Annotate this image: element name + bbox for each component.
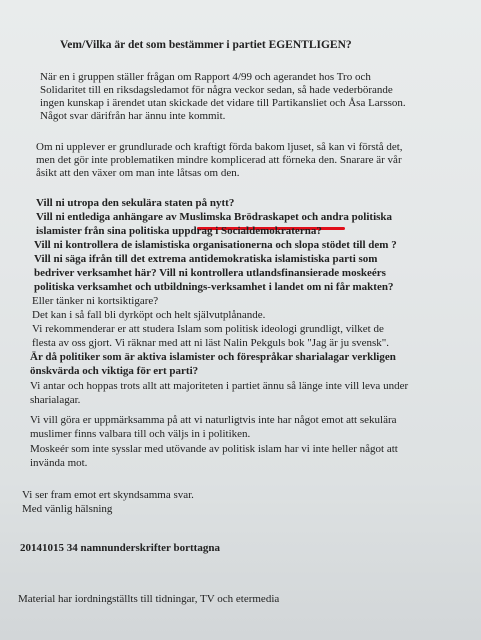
question-line: Vill ni kontrollera de islamistiska organisationerna och slopa stödet till dem ? <box>34 239 397 251</box>
question-line: Vill ni utropa den sekulära staten på nytt? <box>36 197 235 209</box>
paragraph-2-line: men det gör inte problematiken mindre komplicerad att förneka den. Snarare är vår <box>36 154 402 166</box>
paragraph-4-line: Moskeér som inte sysslar med utövande av politisk islam har vi inte heller något att <box>30 443 398 455</box>
paragraph-4-line: Vi vill göra er uppmärksamma på att vi naturligtvis inte har något emot att sekulära <box>30 414 397 426</box>
closing-line: Med vänlig hälsning <box>22 503 113 515</box>
question-line: politiska verksamhet och utbildnings-verksamhet i landet om ni får makten? <box>34 281 394 293</box>
letter-heading: Vem/Vilka är det som bestämmer i partiet EGENTLIGEN? <box>60 39 352 51</box>
paragraph-1-line: ingen kunskap i ärendet utan skickade det vidare till Partikansliet och Åsa Larsson. <box>40 97 406 109</box>
closing-line: Vi ser fram emot ert skyndsamma svar. <box>22 489 194 501</box>
paragraph-3-line: flesta av oss gjort. Vi räknar med att ni läst Nalin Pekguls bok "Jag är ju svensk". <box>32 337 390 349</box>
paragraph-4-line: Vi antar och hoppas trots allt att majoriteten i partiet ännu så länge inte vill leva under <box>30 380 409 392</box>
paragraph-4-line: invända mot. <box>30 457 88 469</box>
question-line: Vill ni entlediga anhängare av Muslimska Brödraskapet och andra politiska <box>36 211 393 223</box>
question-line: bedriver verksamhet här? Vill ni kontrollera utlandsfinansierade moskeérs <box>34 267 386 279</box>
question-line: islamister från sina politiska uppdrag i Socialdemokraterna? <box>36 225 322 237</box>
paragraph-2-line: åsikt att den växer om man inte låtsas om den. <box>36 167 240 179</box>
bold-question-line: önskvärda och viktiga för ert parti? <box>30 365 199 377</box>
paragraph-3-line: Vi rekommenderar er att studera Islam som politisk ideologi grundligt, vilket de <box>32 323 384 335</box>
paragraph-4-line: sharialagar. <box>30 394 81 406</box>
footer-note: Material har iordningställts till tidningar, TV och etermedia <box>18 593 280 605</box>
paragraph-1-line: Något svar därifrån har ännu inte kommit. <box>40 110 226 122</box>
signature-date-line: 20141015 34 namnunderskrifter borttagna <box>20 542 220 554</box>
paragraph-2-line: Om ni upplever er grundlurade och kraftigt förda bakom ljuset, så kan vi förstå det, <box>36 141 403 153</box>
paragraph-1-line: När en i gruppen ställer frågan om Rapport 4/99 och agerandet hos Tro och <box>40 71 371 83</box>
paragraph-4-line: muslimer finns valbara till och väljs in i politiken. <box>30 428 251 440</box>
question-line: Vill ni säga ifrån till det extrema antidemokratiska islamistiska parti som <box>34 253 378 265</box>
paragraph-3-line: Det kan i så fall bli dyrköpt och helt självutplånande. <box>32 309 266 321</box>
paragraph-3-line: Eller tänker ni kortsiktigare? <box>32 295 159 307</box>
paragraph-1-line: Solidaritet till en riksdagsledamot för några veckor sedan, så hade vederbörande <box>40 84 393 96</box>
bold-question-line: Är då politiker som är aktiva islamister och förespråkar sharialagar verkligen <box>30 351 396 363</box>
